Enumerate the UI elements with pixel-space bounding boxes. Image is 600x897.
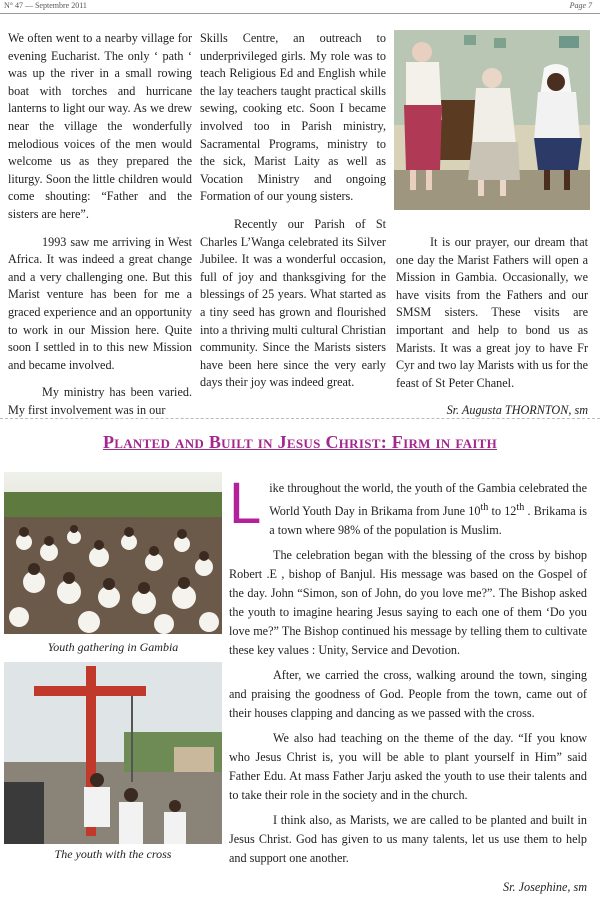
top-article-column-1 (8, 30, 192, 429)
issue-number: N° 47 — Septembre 2011 (4, 1, 87, 10)
cross-photo-caption: The youth with the cross (54, 847, 172, 861)
top-article-column-3 (396, 234, 588, 420)
sisters-photo (394, 30, 590, 210)
section-divider (0, 418, 600, 419)
article-headline: Planted and Built in Jesus Christ: Firm in faith (102, 432, 498, 452)
paragraph: We also had teaching on the theme of the day. “If you know who Jesus Christ is, you will be able to plant yourself in Him” said Father Edu. At mass Father Jarju asked the youth to use their talents and to take their role in the society and in the church. (229, 731, 587, 803)
top-article-column-2 (200, 30, 386, 402)
paragraph: Skills Centre, an outreach to underprivileged girls. My role was to teach Religious Ed and English while the lay teachers taught practical skills sewing, cooking etc. Soon I became involved too in Parish ministry, Sacramental Programs, ministry to the sick, Marist Laity as well as Vocation Ministry and ongoing Formation of our young sisters. (200, 31, 386, 204)
paragraph: Like throughout the world, the youth of the Gambia celebrated the World Youth Day in Brikama from June 10th to 12th . Brikama is a town where 98% of the population is Muslim. (229, 471, 587, 538)
author-signature: Sr. Augusta THORNTON, sm (446, 403, 588, 418)
youth-cross-photo (4, 662, 222, 844)
paragraph: After, we carried the cross, walking around the town, singing and praising the goodness of God. People from the town, came out of their houses clapping and dancing as we passed with the cross. (229, 668, 587, 721)
paragraph: 1993 saw me arriving in West Africa. It was indeed a great change and a very challenging one. But this Marist venture has been for me a graced experience and an opportunity to work in our Mission here. Quite soon I settled in to this new Mission and became involved. (8, 234, 192, 372)
author-signature: Sr. Josephine, sm (503, 880, 587, 895)
paragraph: My ministry has been varied. My first involvement was in our (8, 385, 192, 417)
header-rule (0, 13, 600, 14)
drop-cap: L (229, 471, 262, 536)
paragraph: We often went to a nearby village for evening Eucharist. The only ‘ path ‘ was up the river in a small rowing boat with torches and hurricane lanterns to light our way. As we drew near the village the wonderfully melodious voices of the men would welcome us as they prepared the liturgy. Soon the little children would come shouting: “Father and the sisters are here”. (8, 31, 192, 221)
paragraph: I think also, as Marists, we are called to be planted and built in Jesus Christ. God has given to us many talents, let us use them to help and support one another. (229, 813, 587, 866)
paragraph: Recently our Parish of St Charles L’Wanga celebrated its Silver Jubilee. It was a wonderful occasion, full of joy and thanksgiving for the blessings of 25 years. What started as a tiny seed has grown and flourished into a thriving multi cultural Christian community. Since the Marists sisters have been here since the very early days their joy was indeed great. (200, 216, 386, 390)
paragraph: The celebration began with the blessing of the cross by bishop Robert .E , bishop of Banjul. His message was based on the Gospel of the day. John “Simon, son of John, do you love me?”. The Bishop asked the youth to imagine hearing Jesus saying to each one of them ‘Do you love me?” The Bishop continued his message by telling them to cultivate these key values : Unity, Service and Devotion. (229, 548, 587, 658)
page-number: Page 7 (569, 1, 592, 10)
article-body (229, 471, 587, 897)
paragraph: It is our prayer, our dream that one day the Marist Fathers will open a Mission in Gambia. Occasionally, we have visits from the Fathers and our SMSM sisters. These visits are important and help to bond us as Marists. It was a great joy to have Fr Cyr and two lay Marists with us for the feast of St Peter Chanel. (396, 235, 588, 390)
youth-photo-caption: Youth gathering in Gambia (47, 640, 179, 654)
youth-gathering-photo (4, 472, 222, 634)
